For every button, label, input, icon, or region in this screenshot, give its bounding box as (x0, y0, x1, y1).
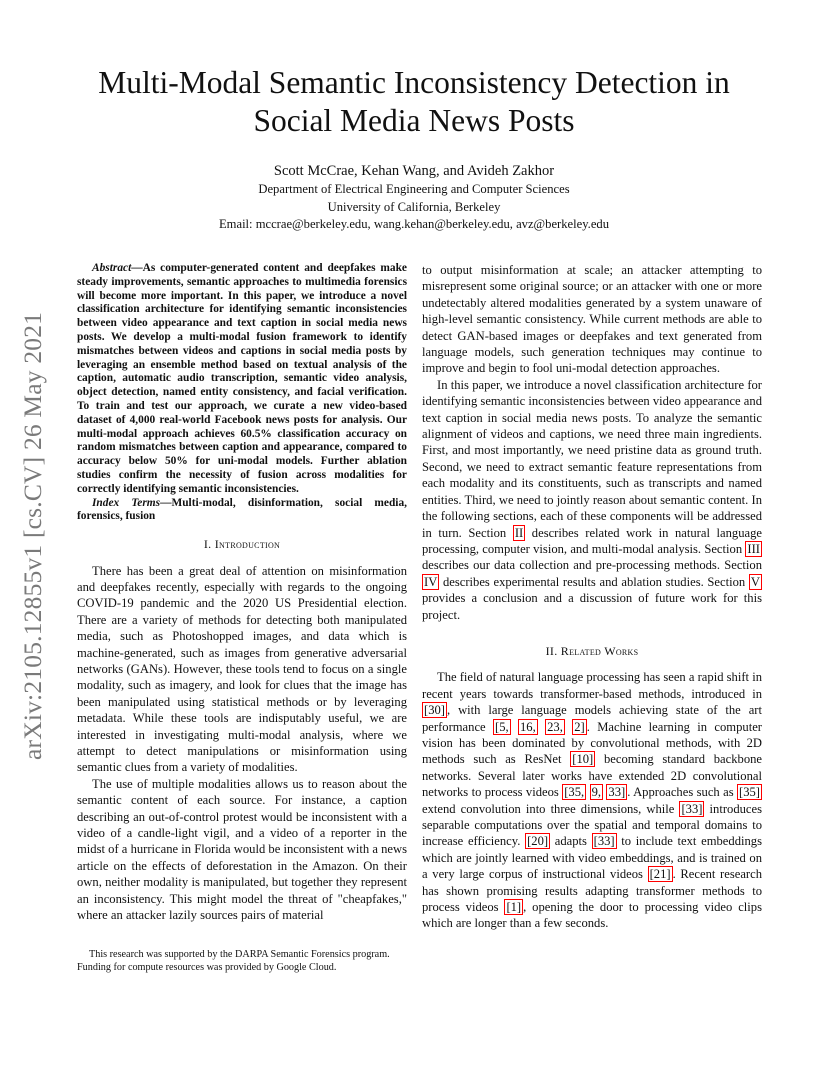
intro-paragraph-2: The use of multiple modalities allows us to reason about the semantic content of each source. For instance, a caption describing an out-of-control protest would be inconsistent with a video of a candle-light vigil, and a video of a reporter in the midst of a hurricane in Florida would be inconsistent with a news article on the effects of deforestation in the Amazon. On their own, neither modality is manipulated, but together they represent an inconsistency. This might model the threat of "cheapfakes," where an attacker lazily sources pairs of material (77, 776, 407, 923)
citation-link[interactable]: [30] (424, 703, 445, 718)
citation-link[interactable]: 9, (591, 785, 602, 800)
citation-link[interactable]: [35] (739, 785, 760, 800)
citation-link[interactable]: 16, (520, 719, 536, 734)
footnote (77, 948, 407, 974)
citation-link[interactable]: 2] (574, 719, 585, 734)
citation-link[interactable]: [35, (564, 785, 585, 800)
footnote-line-1: This research was supported by the DARPA Semantic Forensics program. (89, 949, 390, 960)
section-link-v[interactable]: V (750, 574, 760, 589)
section-heading-introduction: I. Introduction (203, 537, 281, 552)
paper-title: Multi-Modal Semantic Inconsistency Detection in Social Media News Posts (98, 65, 730, 138)
citation-link[interactable]: [21] (649, 867, 671, 882)
footnote-line-2: Funding for compute resources was provided by Google Cloud. (77, 962, 337, 973)
author-list: Scott McCrae, Kehan Wang, and Avideh Zakhor (273, 163, 555, 179)
index-terms (77, 497, 407, 525)
section-link-ii[interactable]: II (514, 525, 524, 540)
index-terms-text: —Multi-modal, disinformation, social media, forensics, fusion (77, 496, 407, 523)
abstract-text: —As computer-generated content and deepfakes make steady improvements, semantic approaches to multimedia forensics will become more important. In this paper, we introduce a novel classification architecture for identifying semantic inconsistencies between video appearance and text caption in social media news posts. We develop a multi-modal fusion framework to identify mismatches between videos and captions in social media posts by leveraging an ensemble method based on textual analysis of the caption, automatic audio transcription, semantic video analysis, object detection, named entity consistency, and facial verification. To train and test our approach, we curate a new video-based dataset of 4,000 real-world Facebook news posts for analysis. Our multi-modal approach achieves 60.5% classification accuracy on random mismatches between caption and appearance, compared to accuracy below 50% for uni-modal models. Further ablation studies confirm the necessity of fusion across modalities for correctly identifying semantic inconsistencies. (77, 262, 407, 495)
section-link-iii[interactable]: III (747, 541, 760, 556)
affiliation-block (60, 181, 768, 234)
section-heading-related-works: II. Related Works (545, 643, 639, 658)
citation-link[interactable]: [1] (506, 900, 522, 915)
citation-link[interactable]: [33] (593, 834, 615, 849)
citation-link[interactable]: [10] (572, 752, 594, 767)
citation-link[interactable]: 33] (608, 785, 626, 800)
citation-link[interactable]: [33] (681, 801, 703, 816)
citation-link[interactable]: [20] (527, 834, 549, 849)
arxiv-sidebar-stamp: arXiv:2105.12855v1 [cs.CV] 26 May 2021 (18, 311, 47, 760)
left-column (77, 262, 407, 923)
university: University of California, Berkeley (327, 199, 501, 214)
citation-link[interactable]: [5, (495, 719, 509, 734)
intro-paragraph-2-continued: to output misinformation at scale; an attacker attempting to misrepresent some original source; or an attacker with one or more undetectably altered modalities generated by a system unaware of high-level semantic consistency. While current methods are able to detect GAN-based images or deepfakes and text generated from language models, such generation techniques may continue to improve and begin to fool uni-modal detection approaches. (422, 263, 762, 376)
abstract-label: Abstract (92, 262, 132, 274)
intro-paragraph-1: There has been a great deal of attention on misinformation and deepfakes recently, especially with regards to the ongoing COVID-19 pandemic and the 2020 US Presidential election. There are a variety of methods for detecting both manipulated media, such as Photoshopped images, and data which is machine-generated, such as images from generative adversarial networks (GANs). However, these tools tend to focus on a single modality, such as imagery, and look for clues that the image has been manipulated using statistical methods or by leveraging metadata. While these tools are indisputably useful, we are interested in investigating multi-modal analysis, where we attempt to detect manipulations or misinformation using semantic clues from a variety of modalities. (77, 563, 407, 775)
abstract (77, 262, 407, 497)
related-works-paragraph: The field of natural language processing has seen a rapid shift in recent years towards transformer-based methods, introduced in [30] , with large language models achieving state of the art performance [5, 16, 23, 2] . Machine learning in computer vision has been dominated by convolutional methods, with 2D methods such as ResNet [10] becoming standard backbone networks. Several later works have extended 2D convolutional networks to process videos [35, 9, 33] . Approaches such as [35] extend convolution into three dimensions, while [33] introduces separable computations over the spatial and temporal domains to increase efficiency. [20] adapts [33] to include text embeddings which are jointly learned with video embeddings, and is trained on a very large corpus of instructional videos [21] . Recent research has shown promising results adapting transformer methods to process videos [1] , opening the door to processing video clips which are longer than a few seconds. (422, 670, 763, 931)
right-column (422, 262, 762, 932)
email-line: Email: mccrae@berkeley.edu, wang.kehan@berkeley.edu, avz@berkeley.edu (218, 217, 610, 231)
intro-paragraph-3: In this paper, we introduce a novel classification architecture for identifying semantic inconsistencies between video appearance and text caption in social media news posts. To analyze the semantic alignment of videos and captions, we need three main ingredients. First, and most importantly, we need pristine data as ground truth. Second, we need to extract semantic feature representations from each modality and its constituents, such as transcripts and named entities. Third, we need to jointly reason about semantic content. In the following sections, each of these components will be addressed in turn. Section II describes related work in natural language processing, computer vision, and multi-modal analysis. Section III describes our data collection and pre-processing methods. Section IV describes experimental results and ablation studies. Section V provides a conclusion and a discussion of future work for this project. (422, 377, 763, 622)
department: Department of Electrical Engineering and Computer Sciences (258, 182, 570, 196)
citation-link[interactable]: 23, (547, 719, 563, 734)
index-terms-label: Index Terms (92, 496, 161, 509)
section-link-iv[interactable]: IV (424, 574, 438, 589)
